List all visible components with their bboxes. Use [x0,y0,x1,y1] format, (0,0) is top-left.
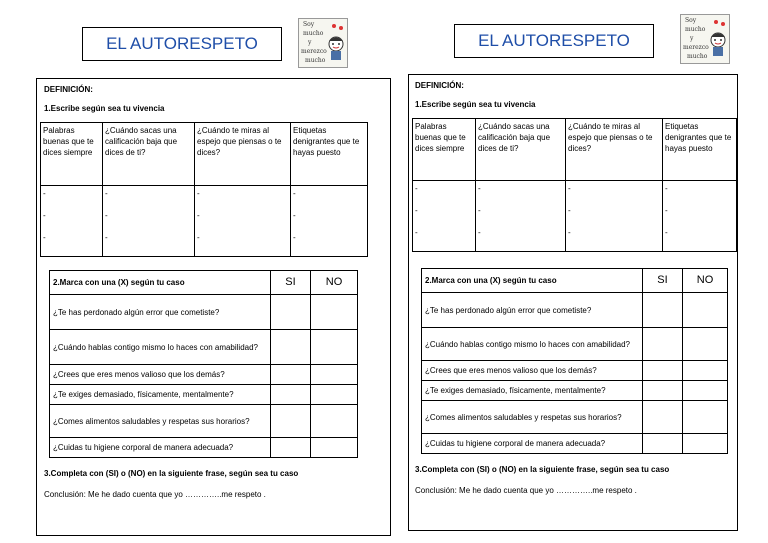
answer-cell[interactable]: - - - [103,186,195,257]
no-header: NO [311,271,358,295]
si-checkbox-cell[interactable] [271,295,311,330]
experience-table [412,118,737,252]
question-2-label: 2.Marca con una (X) según tu caso [422,269,643,293]
checklist-question: ¿Cuándo hablas contigo mismo lo haces con amabilidad? [422,328,643,361]
child-face-icon [707,31,729,57]
conclusion-sentence: Conclusión: Me he dado cuenta que yo …………..me respeto . [415,486,637,495]
checklist-question: ¿Cuidas tu higiene corporal de manera adecuada? [50,438,271,458]
no-checkbox-cell[interactable] [311,438,358,458]
no-checkbox-cell[interactable] [683,293,728,328]
si-checkbox-cell[interactable] [271,438,311,458]
si-header: SI [643,269,683,293]
column-header: ¿Cuándo te miras al espejo que piensas o te dices? [195,123,291,186]
answer-cell[interactable]: - - - [291,186,368,257]
checklist-question: ¿Comes alimentos saludables y respetas sus horarios? [422,401,643,434]
no-header: NO [683,269,728,293]
answer-cell[interactable]: - - - [413,181,476,252]
column-header: ¿Cuándo sacas una calificación baja que dices de ti? [476,119,566,181]
si-checkbox-cell[interactable] [643,434,683,454]
no-checkbox-cell[interactable] [311,330,358,365]
si-header: SI [271,271,311,295]
mascot-logo-image: Soy mucho y merezco mucho [298,18,348,68]
question-3-label: 3.Completa con (SI) o (NO) en la siguiente frase, según sea tu caso [415,465,670,474]
hearts-icon [713,18,727,28]
answer-cell[interactable]: - - - [195,186,291,257]
si-checkbox-cell[interactable] [643,381,683,401]
checklist-question: ¿Cuándo hablas contigo mismo lo haces con amabilidad? [50,330,271,365]
column-header: ¿Cuándo te miras al espejo que piensas o te dices? [566,119,663,181]
si-checkbox-cell[interactable] [643,401,683,434]
answer-cell[interactable]: - - - [41,186,103,257]
worksheet-left [36,78,391,536]
si-checkbox-cell[interactable] [271,330,311,365]
no-checkbox-cell[interactable] [311,295,358,330]
column-header: Palabras buenas que te dices siempre [41,123,103,186]
conclusion-sentence: Conclusión: Me he dado cuenta que yo …………..me respeto . [44,490,266,499]
question-1-label: 1.Escribe según sea tu vivencia [415,100,536,109]
question-3-label: 3.Completa con (SI) o (NO) en la siguiente frase, según sea tu caso [44,469,299,478]
no-checkbox-cell[interactable] [683,361,728,381]
column-header: Palabras buenas que te dices siempre [413,119,476,181]
checklist-table [49,270,358,458]
si-checkbox-cell[interactable] [271,405,311,438]
checklist-question: ¿Crees que eres menos valioso que los demás? [50,365,271,385]
child-face-icon [325,35,347,61]
definition-label: DEFINICIÓN: [44,85,93,94]
si-checkbox-cell[interactable] [271,365,311,385]
answer-cell[interactable]: - - - [476,181,566,252]
checklist-question: ¿Crees que eres menos valioso que los demás? [422,361,643,381]
answer-cell[interactable]: - - - [566,181,663,252]
question-2-label: 2.Marca con una (X) según tu caso [50,271,271,295]
hearts-icon [331,22,345,32]
checklist-question: ¿Te has perdonado algún error que cometiste? [422,293,643,328]
checklist-question: ¿Te exiges demasiado, físicamente, mentalmente? [422,381,643,401]
no-checkbox-cell[interactable] [311,405,358,438]
experience-table [40,122,368,257]
no-checkbox-cell[interactable] [683,434,728,454]
column-header: Etiquetas denigrantes que te hayas puesto [663,119,737,181]
worksheet-title: EL AUTORESPETO [82,27,282,61]
si-checkbox-cell[interactable] [643,328,683,361]
si-checkbox-cell[interactable] [643,361,683,381]
worksheet-right [408,74,738,531]
checklist-question: ¿Comes alimentos saludables y respetas sus horarios? [50,405,271,438]
worksheet-title: EL AUTORESPETO [454,24,654,58]
checklist-question: ¿Cuidas tu higiene corporal de manera adecuada? [422,434,643,454]
no-checkbox-cell[interactable] [683,328,728,361]
definition-label: DEFINICIÓN: [415,81,464,90]
no-checkbox-cell[interactable] [311,365,358,385]
mascot-logo-image: Soy mucho y merezco mucho [680,14,730,64]
no-checkbox-cell[interactable] [683,401,728,434]
checklist-table [421,268,728,454]
answer-cell[interactable]: - - - [663,181,737,252]
no-checkbox-cell[interactable] [311,385,358,405]
checklist-question: ¿Te has perdonado algún error que cometiste? [50,295,271,330]
column-header: ¿Cuándo sacas una calificación baja que dices de ti? [103,123,195,186]
column-header: Etiquetas denigrantes que te hayas puesto [291,123,368,186]
si-checkbox-cell[interactable] [271,385,311,405]
si-checkbox-cell[interactable] [643,293,683,328]
question-1-label: 1.Escribe según sea tu vivencia [44,104,165,113]
checklist-question: ¿Te exiges demasiado, físicamente, mentalmente? [50,385,271,405]
no-checkbox-cell[interactable] [683,381,728,401]
